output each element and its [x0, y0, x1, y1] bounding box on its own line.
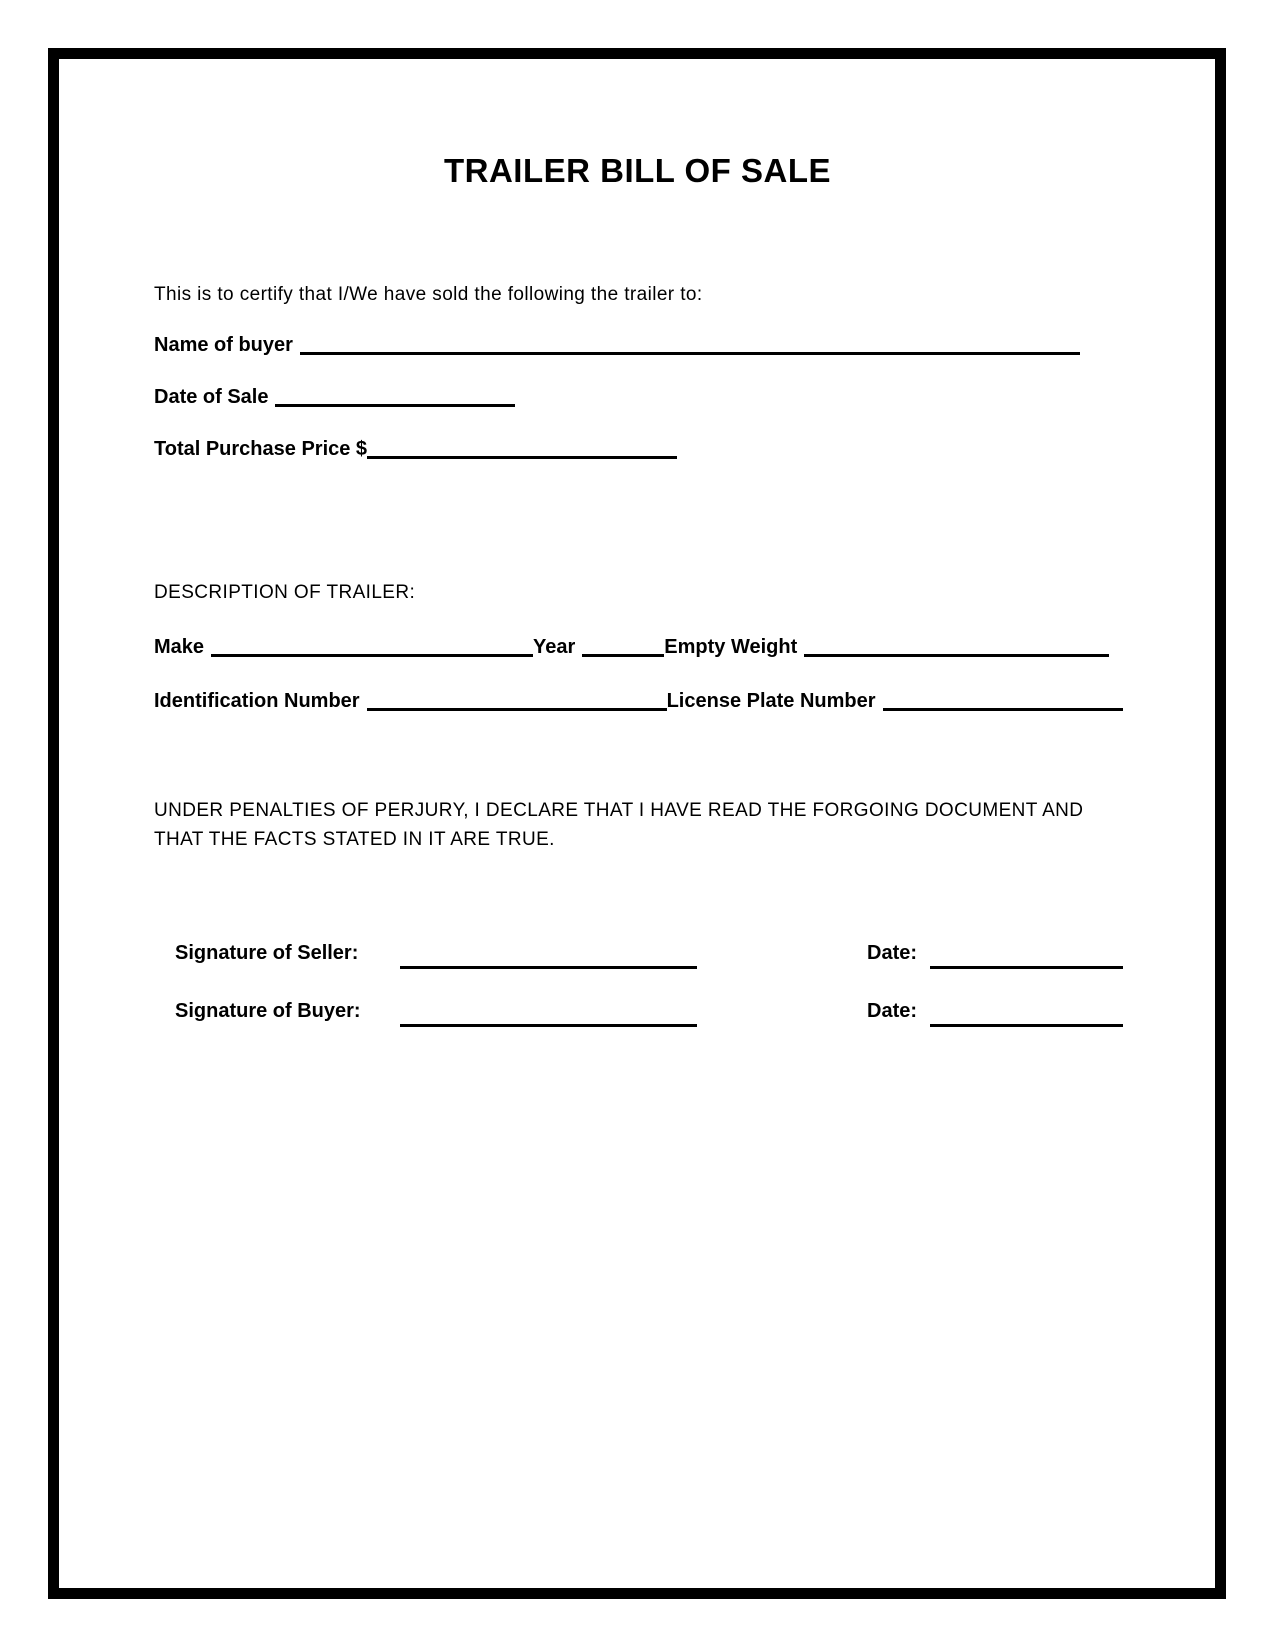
- signature-of-buyer-label: Signature of Buyer:: [175, 1000, 361, 1022]
- seller-date-field[interactable]: [930, 966, 1123, 969]
- license-plate-number-field[interactable]: [883, 708, 1123, 711]
- total-purchase-price-label: Total Purchase Price $: [154, 438, 368, 460]
- license-plate-number-label: License Plate Number: [666, 690, 876, 712]
- empty-weight-label: Empty Weight: [664, 636, 798, 658]
- identification-number-label: Identification Number: [154, 690, 360, 712]
- make-field[interactable]: [211, 654, 533, 657]
- make-year-weight-row: [154, 636, 1109, 659]
- empty-weight-field[interactable]: [804, 654, 1109, 657]
- seller-date-label: Date:: [867, 942, 918, 964]
- total-purchase-price-field[interactable]: [367, 456, 677, 459]
- signature-of-seller-label: Signature of Seller:: [175, 942, 359, 964]
- id-plate-row: [154, 690, 1123, 713]
- document-title: TRAILER BILL OF SALE: [443, 152, 832, 189]
- buyer-signature-row: [175, 1000, 1135, 1034]
- date-of-sale-row: [154, 386, 515, 409]
- intro-statement: This is to certify that I/We have sold the following the trailer to:: [154, 284, 703, 305]
- buyer-date-field[interactable]: [930, 1024, 1123, 1027]
- total-purchase-price-row: [154, 438, 677, 461]
- year-field[interactable]: [582, 654, 664, 657]
- buyer-date-label: Date:: [867, 1000, 918, 1022]
- make-label: Make: [154, 636, 205, 658]
- date-of-sale-field[interactable]: [275, 404, 515, 407]
- buyer-signature-field[interactable]: [400, 1024, 697, 1027]
- date-of-sale-label: Date of Sale: [154, 386, 269, 408]
- seller-signature-field[interactable]: [400, 966, 697, 969]
- description-of-trailer-heading: DESCRIPTION OF TRAILER:: [154, 582, 416, 603]
- name-of-buyer-row: [154, 334, 1080, 357]
- identification-number-field[interactable]: [367, 708, 667, 711]
- year-label: Year: [533, 636, 576, 658]
- perjury-statement: UNDER PENALTIES OF PERJURY, I DECLARE THAT I HAVE READ THE FORGOING DOCUMENT AND THAT THE FACTS STATED IN IT ARE TRUE.: [154, 800, 1084, 850]
- seller-signature-row: [175, 942, 1135, 976]
- name-of-buyer-field[interactable]: [300, 352, 1080, 355]
- name-of-buyer-label: Name of buyer: [154, 334, 293, 356]
